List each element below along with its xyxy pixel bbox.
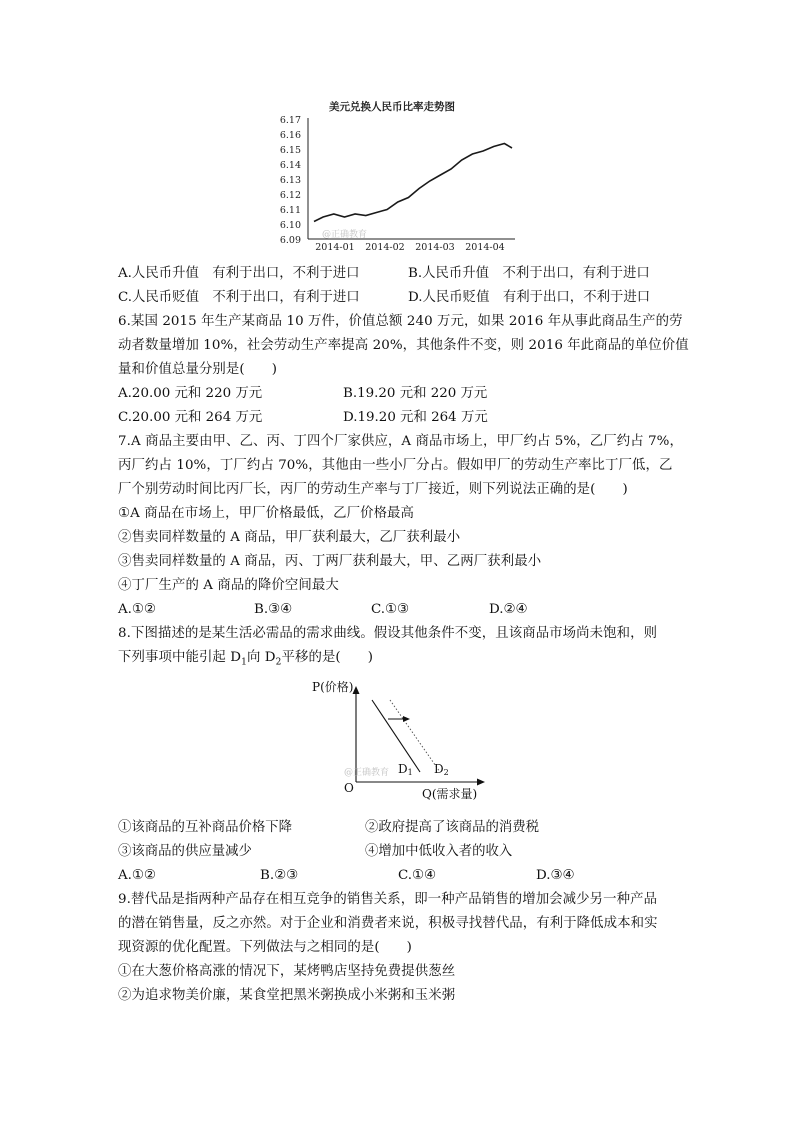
q7-stem-line: 厂个别劳动时间比丙厂长，丙厂的劳动生产率与丁厂接近，则下列说法正确的是( )	[118, 482, 628, 497]
q7-statement-4: ④丁厂生产的 A 商品的降价空间最大	[118, 578, 339, 593]
q9-statement-1: ①在大葱价格高涨的情况下，某烤鸭店坚持免费提供葱丝	[118, 964, 456, 979]
y-tick-label: 6.13	[279, 175, 301, 186]
y-tick-label: 6.11	[279, 205, 301, 216]
q8-option-a: A.①②	[118, 868, 156, 883]
q6-option-d: D.19.20 元和 264 万元	[343, 410, 488, 425]
q7-stem-line: 7.A 商品主要由甲、乙、丙、丁四个厂家供应，A 商品市场上，甲厂约占 5%，乙厂约占 7%，	[118, 434, 683, 449]
q6-option-c: C.20.00 元和 264 万元	[118, 410, 263, 425]
q9-stem-line: 9.替代品是指两种产品存在相互竞争的销售关系，即一种产品销售的增加会减少另一种产品	[118, 892, 658, 907]
q8-stem-line: 8.下图描述的是某生活必需品的需求曲线。假设其他条件不变，且该商品市场尚未饱和，则	[118, 626, 658, 641]
demand-curve-diagram	[300, 676, 500, 804]
q9-stem-line: 现资源的优化配置。下列做法与之相同的是( )	[118, 940, 412, 955]
d2-label	[434, 762, 449, 777]
q7-statement-3: ③售卖同样数量的 A 商品，丙、丁两厂获利最大，甲、乙两厂获利最小	[118, 554, 542, 569]
q8-statement-1: ①该商品的互补商品价格下降	[118, 820, 293, 835]
x-tick-label: 2014-02	[365, 242, 405, 252]
q8-statement-2: ②政府提高了该商品的消费税	[365, 820, 540, 835]
q6-option-a: A.20.00 元和 220 万元	[118, 386, 263, 401]
d2-label-text: D	[434, 762, 444, 776]
x-axis-arrow-icon	[477, 779, 485, 786]
x-tick-label: 2014-01	[315, 242, 355, 252]
chart-title: 美元兑换人民币比率走势图	[329, 101, 455, 113]
q7-stem-line: 丙厂约占 10%，丁厂约占 70%，其他由一些小厂分占。假如甲厂的劳动生产率比丁厂低，乙	[118, 458, 673, 473]
exchange-rate-series-line	[314, 144, 512, 222]
chart-watermark: @正确教育	[322, 230, 368, 240]
q6-stem-line: 动者数量增加 10%，社会劳动生产率提高 20%，其他条件不变，则 2016 年此商品的单位价值	[118, 338, 689, 353]
y-tick-label: 6.16	[279, 130, 301, 141]
q7-statement-1: ①A 商品在市场上，甲厂价格最低，乙厂价格最高	[118, 506, 415, 521]
q8-stem-text: 向 D	[246, 650, 276, 665]
diagram-watermark: @正确教育	[344, 768, 390, 778]
d2-label-sub: 2	[443, 768, 449, 777]
q9-stem-line: 的潜在销售量，反之亦然。对于企业和消费者来说，积极寻找替代品，有利于降低成本和实	[118, 916, 658, 931]
q5-option-a: A.人民币升值 有利于出口，不利于进口	[118, 266, 360, 281]
y-tick-label: 6.10	[279, 220, 301, 231]
q8-statement-4: ④增加中低收入者的收入	[365, 844, 513, 859]
x-axis-label: Q(需求量)	[422, 787, 478, 801]
exchange-rate-chart	[270, 96, 530, 252]
q8-stem-line	[118, 648, 373, 673]
shift-arrow-head-icon	[403, 716, 410, 722]
y-tick-label: 6.09	[279, 235, 301, 246]
q8-statement-3: ③该商品的供应量减少	[118, 844, 252, 859]
q7-option-c: C.①③	[371, 602, 410, 617]
d1-label-text: D	[398, 762, 408, 776]
q6-stem-line: 6.某国 2015 年生产某商品 10 万件，价值总额 240 万元，如果 2016 年从事此商品生产的劳	[118, 314, 683, 329]
q8-option-d: D.③④	[536, 868, 575, 883]
q8-option-c: C.①④	[398, 868, 437, 883]
q8-stem-text: 平移的是( )	[281, 650, 374, 665]
y-axis-label: P(价格)	[312, 680, 354, 694]
q8-subscript: 2	[275, 657, 282, 668]
q9-statement-2: ②为追求物美价廉，某食堂把黑米粥换成小米粥和玉米粥	[118, 988, 456, 1003]
x-tick-label: 2014-04	[465, 242, 505, 252]
q8-subscript: 1	[241, 657, 247, 668]
y-tick-label: 6.17	[279, 115, 301, 126]
q6-option-b: B.19.20 元和 220 万元	[343, 386, 488, 401]
q7-option-d: D.②④	[489, 602, 528, 617]
q5-option-d: D.人民币贬值 有利于出口，不利于进口	[408, 290, 651, 305]
y-tick-label: 6.15	[279, 145, 301, 156]
q6-stem-line: 量和价值总量分别是( )	[118, 362, 278, 377]
x-tick-label: 2014-03	[415, 242, 455, 252]
q7-option-b: B.③④	[254, 602, 293, 617]
q8-option-b: B.②③	[260, 868, 299, 883]
demand-curve-d1	[372, 700, 420, 772]
origin-label: O	[344, 781, 354, 795]
d1-label-sub: 1	[407, 768, 413, 777]
q8-stem-text: 下列事项中能引起 D	[118, 650, 242, 665]
y-tick-label: 6.14	[279, 160, 301, 171]
q7-option-a: A.①②	[118, 602, 156, 617]
q5-option-c: C.人民币贬值 不利于出口，有利于进口	[118, 290, 360, 305]
q7-statement-2: ②售卖同样数量的 A 商品，甲厂获利最大，乙厂获利最小	[118, 530, 461, 545]
y-tick-label: 6.12	[279, 190, 301, 201]
y-axis-arrow-icon	[353, 686, 360, 694]
d1-label	[398, 762, 413, 777]
q5-option-b: B.人民币升值 不利于出口，有利于进口	[408, 266, 650, 281]
